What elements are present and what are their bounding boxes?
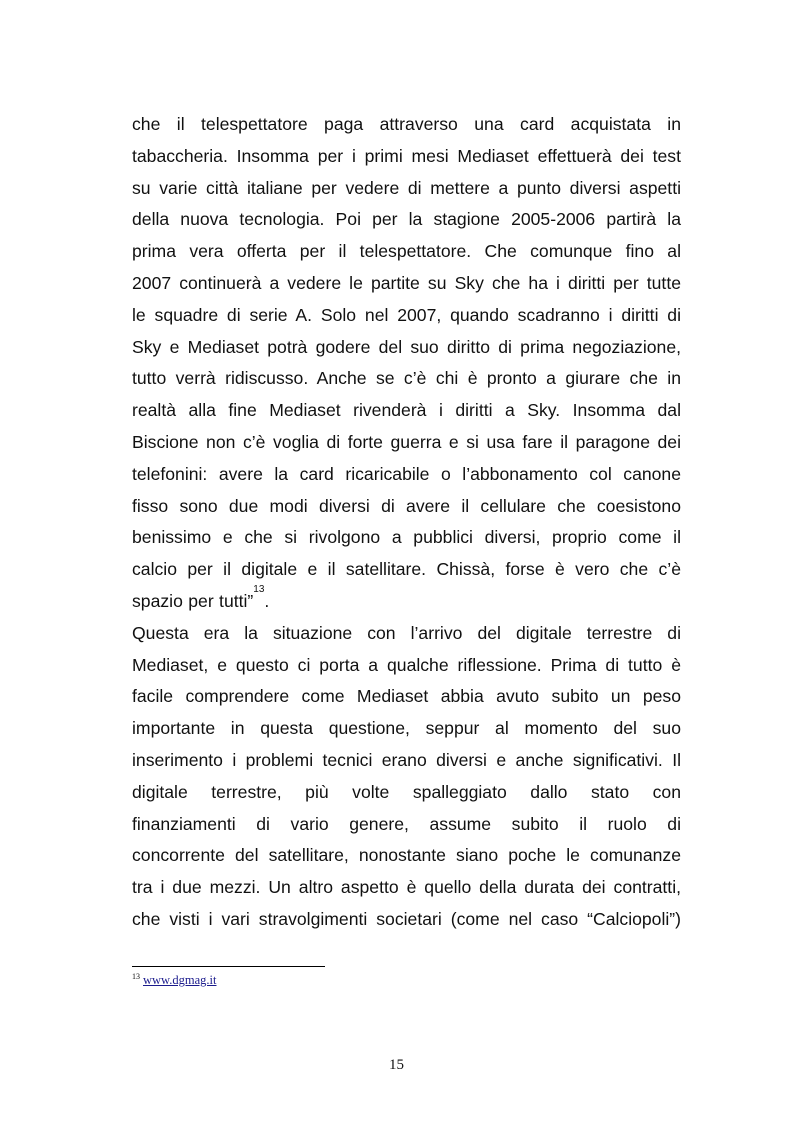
text-line: tabaccheria. Insomma per i primi mesi Mediaset effettuerà dei test: [132, 145, 681, 166]
text-line: Sky e Mediaset potrà godere del suo diritto di prima negoziazione,: [132, 336, 681, 357]
text-line: fisso sono due modi diversi di avere il cellulare che coesistono: [132, 495, 681, 516]
text-line: Biscione non c’è voglia di forte guerra e si usa fare il paragone dei: [132, 431, 681, 452]
paragraph: [132, 109, 681, 618]
text-line: Mediaset, e questo ci porta a qualche riflessione. Prima di tutto è: [132, 654, 681, 675]
text-line: [132, 583, 681, 618]
text-line: della nuova tecnologia. Poi per la stagione 2005-2006 partirà la: [132, 209, 681, 230]
text-line: Questa era la situazione con l’arrivo del digitale terrestre di: [132, 622, 681, 643]
text-line: 2007 continuerà a vedere le partite su Sky che ha i diritti per tutte: [132, 272, 681, 293]
text-line: benissimo e che si rivolgono a pubblici diversi, proprio come il: [132, 527, 681, 548]
text-line: realtà alla fine Mediaset rivenderà i diritti a Sky. Insomma dal: [132, 400, 681, 421]
text-line: su varie città italiane per vedere di mettere a punto diversi aspetti: [132, 177, 681, 198]
text-line-fragment: .: [264, 590, 270, 611]
footnote: [132, 973, 217, 988]
body-text: [132, 109, 681, 936]
text-line: prima vera offerta per il telespettatore. Che comunque fino al: [132, 241, 681, 262]
footnote-separator: [132, 966, 325, 967]
text-line-fragment: spazio per tutti”: [132, 590, 254, 611]
text-line: importante in questa questione, seppur al momento del suo: [132, 718, 681, 739]
text-line: concorrente del satellitare, nonostante siano poche le comunanze: [132, 845, 681, 866]
text-line: finanziamenti di vario genere, assume subito il ruolo di: [132, 813, 681, 834]
text-line: tutto verrà ridiscusso. Anche se c’è chi è pronto a giurare che in: [132, 368, 681, 389]
text-line: le squadre di serie A. Solo nel 2007, quando scadranno i diritti di: [132, 304, 681, 325]
text-line: tra i due mezzi. Un altro aspetto è quello della durata dei contratti,: [132, 877, 681, 898]
page-number: 15: [389, 1057, 404, 1073]
text-line: che il telespettatore paga attraverso una card acquistata in: [132, 114, 681, 134]
text-line: calcio per il digitale e il satellitare. Chissà, forse è vero che c’è: [132, 559, 681, 580]
text-line: facile comprendere come Mediaset abbia avuto subito un peso: [132, 686, 681, 707]
footnote-link[interactable]: www.dgmag.it: [143, 973, 217, 987]
paragraph: [132, 618, 681, 936]
footnote-number: 13: [132, 972, 140, 981]
text-line: inserimento i problemi tecnici erano diversi e anche significativi. Il: [132, 749, 681, 770]
text-line: telefonini: avere la card ricaricabile o l’abbonamento col canone: [132, 463, 681, 484]
footnote-reference[interactable]: 13: [253, 583, 265, 595]
text-line: digitale terrestre, più volte spalleggiato dallo stato con: [132, 781, 681, 802]
text-line: che visti i vari stravolgimenti societari (come nel caso “Calciopoli”): [132, 908, 681, 929]
